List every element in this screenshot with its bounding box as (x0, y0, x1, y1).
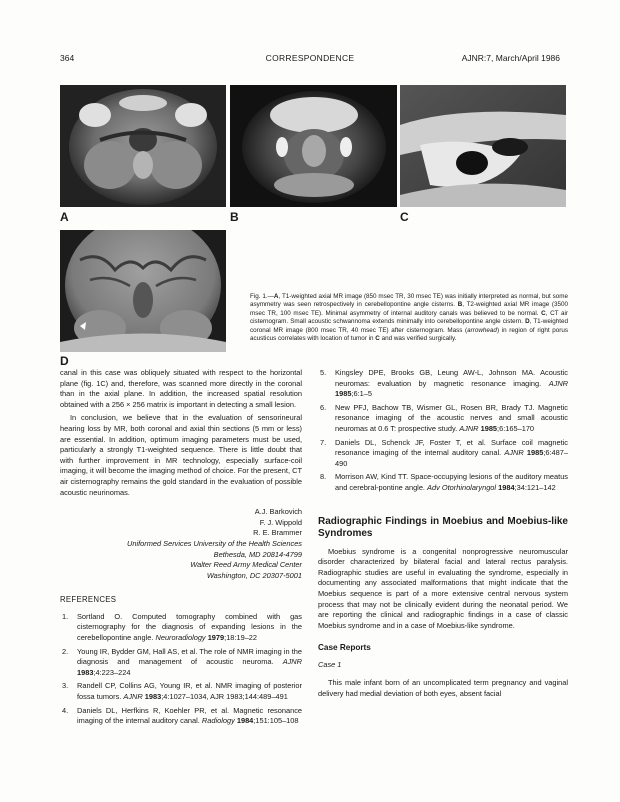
reference-journal: Adv Otorhinolaryngol (427, 482, 497, 492)
caption-fig-number: Fig. 1. (250, 293, 268, 300)
reference-pages: ;151:105–108 (253, 716, 299, 726)
figure-panel-a (60, 85, 226, 207)
reference-number: 1. (62, 611, 69, 621)
reference-journal: AJNR (459, 423, 479, 433)
panel-label-d: D (60, 354, 69, 368)
reference-year: 1985 (526, 448, 544, 458)
reference-list (318, 368, 568, 494)
reference-item (318, 472, 568, 493)
reference-text: Daniels DL, Herfkins R, Koehler PR, et al. Magnetic resonance imaging of the internal auditory canal. (77, 705, 302, 726)
reference-number: 7. (320, 437, 327, 447)
reference-text: Morrison AW, Kind TT. Space-occupying lesions of the auditory meatus and cerebral-pontine angle. (335, 472, 568, 492)
right-column (318, 368, 568, 700)
caption-ref-c: C (375, 335, 380, 343)
figure-panel-b (230, 85, 397, 207)
reference-year: 1984 (498, 482, 515, 492)
reference-text: Kingsley DPE, Brooks GB, Leung AW-L, Johnson MA. Acoustic neuromas: evaluation by magnetic resonance imaging. (335, 368, 568, 388)
caption-text-c: , CT air cisternogram. Small acoustic schwannoma extends minimally into cerebellopontine angle cistern. (250, 309, 568, 326)
caption-label-c: C (541, 309, 546, 317)
reference-number: 3. (62, 681, 69, 691)
reference-pages: ;34:121–142 (514, 482, 556, 492)
reference-pages: ;4:223–224 (93, 667, 131, 677)
left-column (60, 368, 302, 730)
reference-item (318, 403, 568, 435)
reference-item (60, 681, 302, 702)
affiliation-line: Uniformed Services University of the Health Sciences (127, 538, 302, 548)
reference-number: 6. (320, 402, 327, 412)
figure-panel-c (400, 85, 566, 207)
reference-pages: ;6:487–490 (335, 448, 568, 468)
caption-text-d: , T1-weighted coronal MR image (800 msec TR, 40 msec TE) after cisternogram. Mass ( (250, 318, 568, 334)
reference-year: 1985 (480, 423, 498, 433)
body-paragraph: This male infant born of an uncomplicated term pregnancy and vaginal delivery had medial deviation of both eyes, absent facial (318, 678, 568, 699)
panel-label-a: A (60, 210, 69, 224)
article-heading: Radiographic Findings in Moebius and Moebius-like Syndromes (318, 515, 568, 540)
reference-pages: ;4:1027–1034, AJR 1983;144:489–491 (161, 692, 288, 702)
section-title: CORRESPONDENCE (265, 53, 355, 63)
author-name: R. E. Brammer (253, 528, 302, 538)
running-header (60, 53, 560, 67)
affiliation-line: Washington, DC 20307-5001 (206, 570, 302, 580)
subsection-heading: Case Reports (318, 643, 371, 653)
reference-text: Young IR, Bydder GM, Hall AS, et al. The role of NMR imaging in the diagnosis and management of acoustic neuroma. (77, 646, 302, 667)
caption-label-d: D (525, 318, 530, 326)
reference-text: Daniels DL, Schenck JF, Foster T, et al. Surface coil magnetic resonance imaging of the internal auditory canal. (335, 437, 568, 458)
reference-text: Randell CP, Collins AG, Young IR, et al. NMR imaging of posterior fossa tumors. (77, 681, 302, 702)
reference-text: Sortland O. Computed tomography combined with gas cisternography for the diagnosis of expanding lesions in the cerebellopontine angle. (77, 611, 302, 643)
reference-item (318, 438, 568, 470)
reference-number: 2. (62, 646, 69, 656)
body-paragraph: In conclusion, we believe that in the evaluation of sensorineural hearing loss by MR, both coronal and axial thin sections (5 mm or less) are essential. In addition, optimum imaging parameters must be used, particularly a strongly T1-weighted sequence. There is little doubt that with further improvement in MR technology, especially surface-coil imaging, it will become the imaging method of choice. For the present, CT air cisternography remains the gold standard in the evaluation of possible acoustic neurinomas. (60, 413, 302, 497)
caption-text-d2: ) in region of right porus acusticus correlates with location of tumor in (250, 326, 568, 343)
caption-dash: — (267, 293, 274, 300)
reference-journal: AJNR (123, 692, 143, 702)
references-heading: REFERENCES (60, 595, 117, 605)
caption-arrowhead: arrowhead (467, 326, 497, 334)
reference-number: 5. (320, 368, 327, 377)
reference-journal: Radiology (201, 716, 235, 726)
caption-label-b: B (457, 301, 463, 309)
author-name: F. J. Wippold (259, 517, 302, 527)
reference-year: 1983 (77, 667, 94, 677)
caption-text-a: , T1-weighted axial MR image (850 msec TR, 30 msec TE) was initially interpreted as normal, but some asymmetry was seen retrospectively in cerebellopontine angle cisterns. (250, 293, 568, 309)
caption-label-a: A (273, 293, 279, 300)
reference-journal: AJNR (504, 448, 524, 458)
reference-list (60, 612, 302, 727)
reference-number: 8. (320, 472, 327, 482)
journal-citation: AJNR:7, March/April 1986 (461, 53, 560, 63)
reference-year: 1983 (144, 692, 162, 702)
author-name: A.J. Barkovich (254, 507, 302, 517)
reference-year: 1984 (236, 716, 254, 726)
reference-year: 1985 (335, 389, 352, 399)
reference-item (60, 612, 302, 644)
caption-text-b: , T2-weighted axial MR image (3500 msec TR, 100 msec TE). Minimal asymmetry of internal auditory canals was believed to be normal. (250, 301, 568, 317)
reference-pages: ;6:1–5 (351, 389, 373, 399)
panel-label-b: B (230, 210, 239, 224)
reference-item (318, 368, 568, 400)
reference-journal: Neuroradiology (155, 633, 206, 643)
reference-text: New PFJ, Bachow TB, Wismer GL, Rosen BR, Brady TJ. Magnetic resonance imaging of the acoustic nerves and small acoustic neuromas at 0.6 T: prospective study. (335, 402, 568, 433)
reference-journal: AJNR (548, 378, 569, 388)
figure-panel-d (60, 230, 226, 352)
reference-journal: AJNR (282, 657, 302, 667)
panel-label-c: C (400, 210, 409, 224)
case-heading: Case 1 (318, 659, 342, 669)
reference-pages: ;6:165–170 (497, 423, 535, 433)
caption-text-d3: and was verified surgically. (381, 335, 457, 343)
page-number: 364 (60, 53, 75, 63)
reference-item (60, 647, 302, 679)
signature-block (60, 507, 302, 581)
reference-item (60, 706, 302, 727)
reference-number: 4. (62, 705, 69, 715)
reference-year: 1979 (207, 633, 225, 643)
reference-pages: ;18:19–22 (224, 633, 258, 643)
body-paragraph: Moebius syndrome is a congenital nonprogressive neuromuscular disorder characterized by bilateral facial and lateral rectus paralysis. Radiographic studies are useful in evaluating the syndrome, especially in documenting any associated malformations that might indicate that the Moebius sequence is part of a more extensive central nervous system process that may not be clinically evident during the neonatal period. We are reporting the clinical and radiographic findings in a case of classic Moebius syndrome and in a case of Moebius-like syndrome. (318, 546, 568, 630)
body-paragraph: canal in this case was obliquely situated with respect to the horizontal plane (fig. 1C) and, therefore, was scanned more directly in the coronal than in the axial plane. In addition, the increased spatial resolution obtained with a 256 × 256 matrix is important in detecting a small lesion. (60, 368, 302, 409)
affiliation-line: Bethesda, MD 20814-4799 (213, 549, 302, 559)
affiliation-line: Walter Reed Army Medical Center (190, 560, 302, 570)
figure-caption (250, 293, 568, 343)
